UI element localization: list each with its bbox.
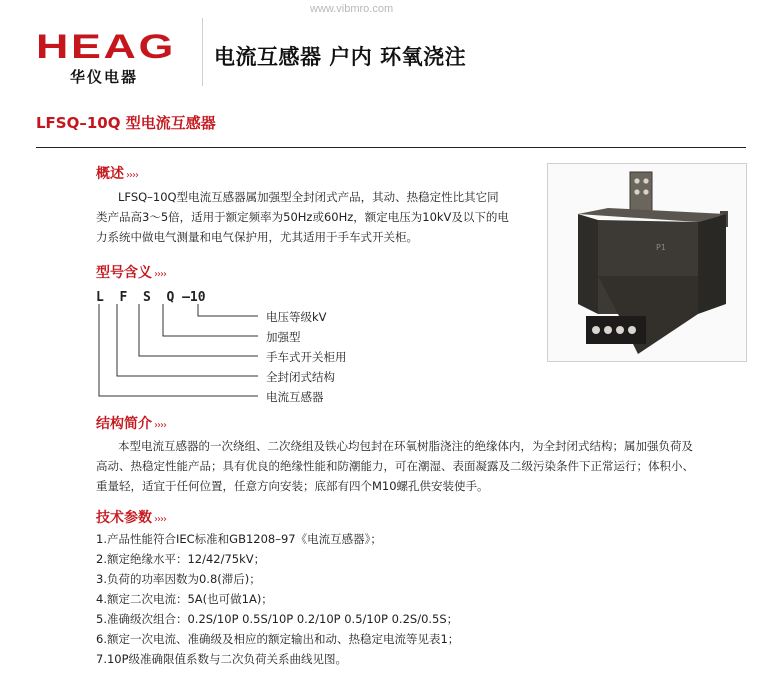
overview-heading: 概述 ›››› (96, 166, 138, 182)
spec-item: 3.负荷的功率因数为0.8(滞后)； (96, 572, 261, 586)
model-heading: 型号含义 ›››› (96, 265, 166, 281)
spec-item: 5.准确级次组合：0.2S/10P 0.5S/10P 0.2/10P 0.5/10P 0.2S/0.5S； (96, 612, 459, 626)
structure-heading: 结构简介 ›››› (96, 416, 166, 432)
overview-line: 类产品高3～5倍，适用于额定频率为50Hz或60Hz，额定电压为10kV及以下的电 (96, 210, 509, 224)
header-divider (202, 18, 203, 86)
structure-line: 高动、热稳定性能产品；具有优良的绝缘性能和防潮能力，可在潮湿、表面凝露及二级污染条件下正常运行；体积小、 (96, 459, 694, 473)
product-photo (547, 163, 747, 362)
spec-item: 1.产品性能符合IEC标准和GB1208–97《电流互感器》； (96, 532, 382, 546)
legend-ct: 电流互感器 (266, 390, 324, 404)
model-diagram-lines (90, 304, 270, 408)
chevrons-icon: ›››› (154, 269, 166, 280)
watermark-text: www.vibmro.com (310, 3, 394, 15)
chevrons-icon: ›››› (154, 420, 166, 431)
legend-voltage: 电压等级kV (266, 310, 327, 324)
spec-item: 7.10P级准确限值系数与二次负荷关系曲线见图。 (96, 652, 348, 666)
current-transformer-image (548, 164, 746, 361)
photo-label: P1 (656, 243, 666, 252)
header-title: 电流互感器 户内 环氧浇注 (214, 45, 467, 69)
overview-line: 力系统中做电气测量和电气保护用，尤其适用于手车式开关柜。 (96, 230, 418, 244)
legend-sealed: 全封闭式结构 (266, 370, 335, 384)
chevrons-icon: ›››› (126, 170, 138, 181)
product-title: LFSQ–10Q 型电流互感器 (36, 114, 216, 132)
heag-logo (36, 28, 178, 88)
model-code: L F S Q –10 (96, 290, 206, 305)
structure-line: 本型电流互感器的一次绕组、二次绕组及铁心均包封在环氧树脂浇注的绝缘体内，为全封闭式结构；属加强负荷及 (118, 439, 693, 453)
chevrons-icon: ›››› (154, 514, 166, 525)
spec-item: 2.额定绝缘水平：12/42/75kV； (96, 552, 266, 566)
spec-item: 4.额定二次电流：5A(也可做1A)； (96, 592, 273, 606)
specs-heading: 技术参数 ›››› (96, 510, 166, 526)
structure-paragraph (96, 436, 756, 496)
logo-brand: HEAG (36, 28, 176, 66)
legend-trolley: 手车式开关柜用 (266, 350, 347, 364)
structure-line: 重量轻，适宜于任何位置，任意方向安装；底部有四个M10螺孔供安装使手。 (96, 479, 489, 493)
legend-reinforced: 加强型 (266, 330, 301, 344)
overview-line: LFSQ–10Q型电流互感器属加强型全封闭式产品，其动、热稳定性比其它同 (118, 190, 499, 204)
overview-paragraph (96, 187, 536, 247)
title-rule (36, 147, 746, 148)
spec-item: 6.额定一次电流、准确级及相应的额定输出和动、热稳定电流等见表1； (96, 632, 460, 646)
logo-subtitle: 华仪电器 (70, 68, 139, 86)
